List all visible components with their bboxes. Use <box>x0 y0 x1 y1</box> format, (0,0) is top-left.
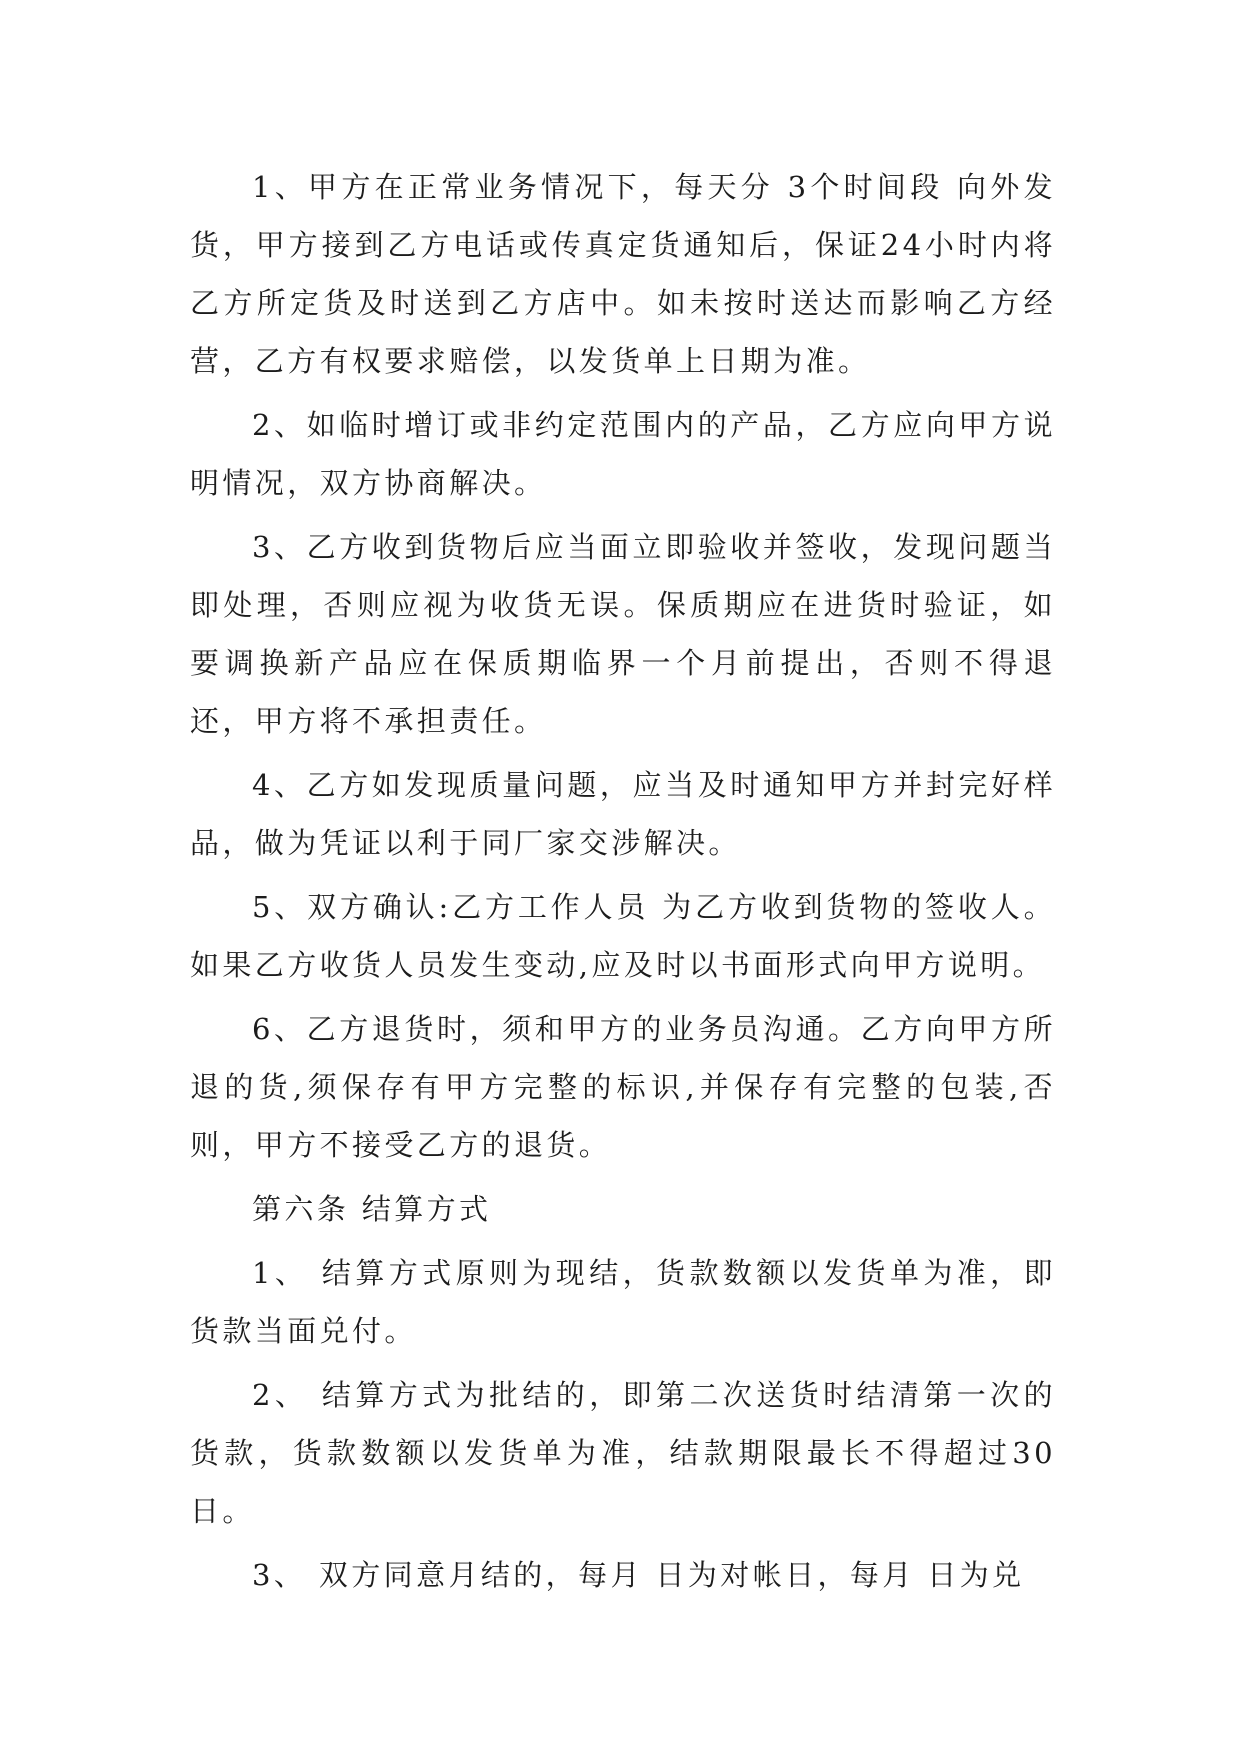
settlement-clause-2: 2、 结算方式为批结的，即第二次送货时结清第一次的货款，货款数额以发货单为准，结款期限最长不得超过30日。 <box>190 1378 1056 1528</box>
clause-5-signer: 5、双方确认:乙方工作人员 为乙方收到货物的签收人。如果乙方收货人员发生变动,应及时以书面形式向甲方说明。 <box>190 890 1056 982</box>
settlement-clause-1: 1、 结算方式原则为现结，货款数额以发货单为准，即货款当面兑付。 <box>190 1256 1056 1348</box>
clause-4-quality: 4、乙方如发现质量问题，应当及时通知甲方并封完好样品，做为凭证以利于同厂家交涉解决。 <box>190 768 1056 860</box>
document-body <box>190 158 1056 1610</box>
clause-2-additional-orders: 2、如临时增订或非约定范围内的产品，乙方应向甲方说明情况，双方协商解决。 <box>190 408 1056 500</box>
clause-3-acceptance: 3、乙方收到货物后应当面立即验收并签收，发现问题当即处理，否则应视为收货无误。保质期应在进货时验证，如要调换新产品应在保质期临界一个月前提出，否则不得退还，甲方将不承担责任。 <box>190 530 1056 738</box>
clause-1-delivery: 1、甲方在正常业务情况下，每天分 3个时间段 向外发货，甲方接到乙方电话或传真定货通知后，保证24小时内将乙方所定货及时送到乙方店中。如未按时送达而影响乙方经营，乙方有权要求赔偿，以发货单上日期为准。 <box>190 170 1056 378</box>
settlement-clause-3: 3、 双方同意月结的，每月 日为对帐日，每月 日为兑 <box>252 1558 1025 1592</box>
section-heading-settlement: 第六条 结算方式 <box>252 1192 492 1226</box>
clause-6-returns: 6、乙方退货时，须和甲方的业务员沟通。乙方向甲方所退的货,须保存有甲方完整的标识,并保存有完整的包装,否则，甲方不接受乙方的退货。 <box>190 1012 1056 1162</box>
